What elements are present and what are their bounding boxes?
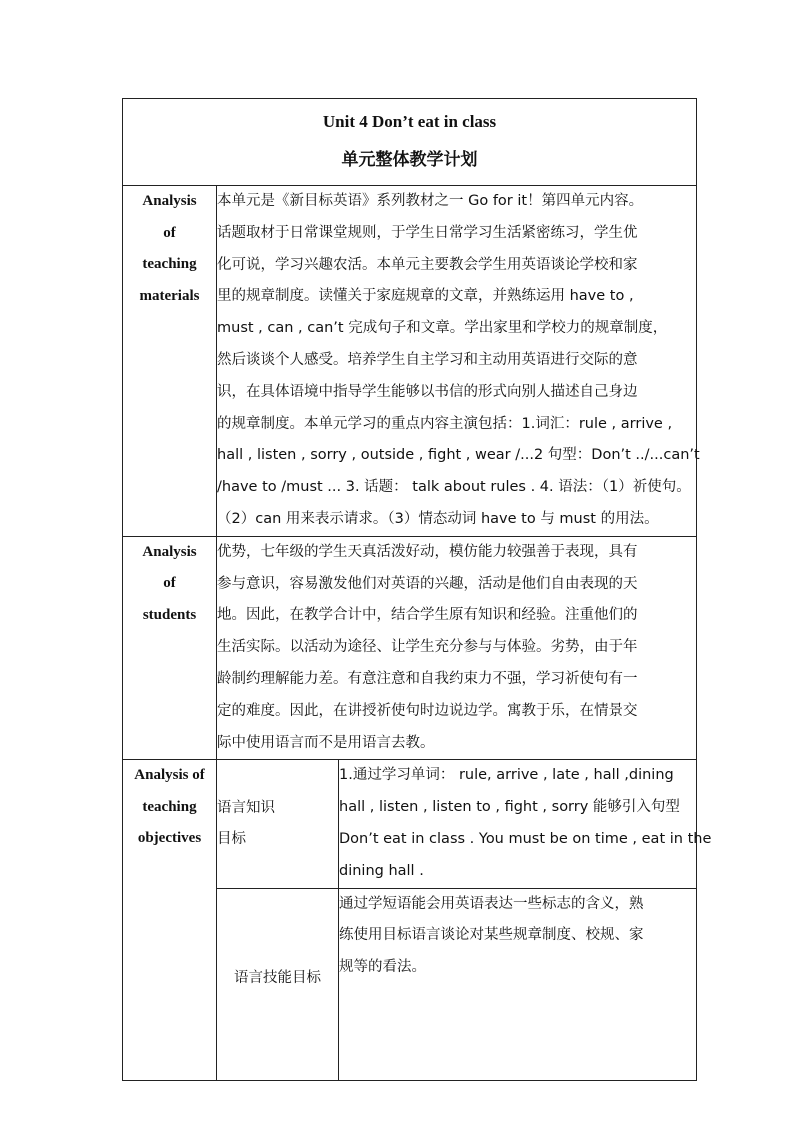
label-line: of	[163, 224, 176, 241]
skills-goal-label: 语言技能目标	[217, 888, 339, 1080]
text-line: Don’t eat in class . You must be on time , eat in the	[339, 830, 712, 847]
text-line: dining hall .	[339, 862, 424, 879]
label-line: materials	[139, 287, 200, 304]
objectives-label	[123, 760, 217, 1080]
text-line: 里的规章制度。读懂关于家庭规章的文章，并熟练运用 have to ,	[217, 288, 634, 305]
text-line: 话题取材于日常课堂规则，于学生日常学习生活紧密练习，学生优	[217, 224, 638, 241]
label-line: of	[163, 575, 176, 592]
label-line: Analysis	[142, 193, 197, 209]
students-content	[217, 536, 697, 760]
teaching-plan-table	[122, 98, 712, 1081]
text-line: hall , listen , sorry , outside , fight , wear /...2 句型：Don’t ../...can’t	[217, 447, 700, 464]
materials-content	[217, 186, 700, 537]
materials-label	[123, 186, 217, 537]
label-line: Analysis of	[134, 767, 205, 784]
text-line: 生活实际。以活动为途径、让学生充分参与与体验。劣势，由于年	[217, 639, 638, 656]
text-line: hall , listen , listen to , fight , sorry 能够引入句型	[339, 799, 680, 816]
materials-row	[123, 186, 697, 537]
text-line: （2）can 用来表示请求。（3）情态动词 have to 与 must 的用法。	[217, 510, 659, 527]
text-line: 识，在具体语境中指导学生能够以书信的形式向别人描述自己身边	[217, 383, 638, 400]
text-line: 本单元是《新目标英语》系列教材之一 Go for it！第四单元内容。	[217, 193, 644, 209]
text-line: 优势，七年级的学生天真活泼好动，模仿能力较强善于表现，具有	[217, 543, 638, 560]
students-row	[123, 536, 697, 760]
objectives-knowledge-row	[123, 760, 697, 888]
text-line: 地。因此，在教学合计中，结合学生原有知识和经验。注重他们的	[217, 607, 638, 624]
label-line: objectives	[137, 830, 202, 847]
text-line: 参与意识，容易激发他们对英语的兴趣，活动是他们自由表现的天	[217, 575, 638, 592]
label-line: 目标	[217, 831, 246, 848]
text-line: 1.通过学习单词： rule, arrive , late , hall ,dining	[339, 767, 674, 784]
knowledge-goal-content	[339, 760, 712, 888]
skills-goal-content	[339, 888, 697, 1080]
text-line: /have to /must ... 3. 话题： talk about rules . 4. 语法：（1）祈使句。	[217, 479, 691, 496]
label-line: 语言知识	[217, 800, 275, 817]
text-line: 龄制约理解能力差。有意注意和自我约束力不强，学习祈使句有一	[217, 670, 638, 687]
label-line: teaching	[142, 256, 197, 272]
text-line: 定的难度。因此，在讲授祈使句时边说边学。寓教于乐，在情景交	[217, 702, 638, 719]
label-line: Analysis	[142, 543, 197, 560]
plan-title: 单元整体教学计划	[341, 150, 478, 170]
text-line: must , can , can’t 完成句子和文章。学出家里和学校力的规章制度，	[217, 320, 668, 337]
knowledge-goal-label	[217, 760, 339, 888]
text-line: 练使用目标语言谈论对某些规章制度、校规、家	[339, 927, 644, 944]
title-cell	[123, 99, 697, 186]
label-line: students	[142, 606, 197, 623]
text-line: 然后谈谈个人感受。培养学生自主学习和主动用英语进行交际的意	[217, 351, 638, 368]
students-label	[123, 536, 217, 760]
text-line: 化可说，学习兴趣农活。本单元主要教会学生用英语谈论学校和家	[217, 256, 638, 273]
unit-title: Unit 4 Don’t eat in class	[322, 112, 497, 131]
title-row	[123, 99, 697, 186]
text-line: 规等的看法。	[339, 959, 426, 976]
label-line: teaching	[142, 798, 197, 815]
text-line: 的规章制度。本单元学习的重点内容主演包括：1.词汇：rule , arrive ,	[217, 415, 673, 432]
text-line: 通过学短语能会用英语表达一些标志的含义，熟	[339, 895, 644, 912]
text-line: 际中使用语言而不是用语言去教。	[217, 734, 435, 751]
